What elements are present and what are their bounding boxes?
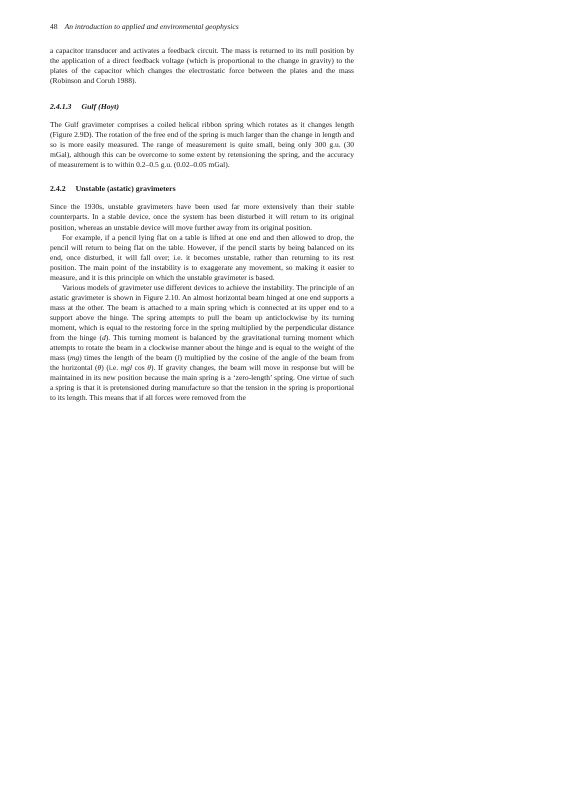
text-run: ) (i.e. [101,363,121,373]
variable-theta: θ [97,363,102,373]
section-heading-gulf [50,102,354,112]
section-heading-unstable [50,184,354,194]
section-number: 2.4.2 [50,184,66,194]
paragraph-gulf-gravimeter: The Gulf gravimeter comprises a coiled helical ribbon spring which rotates as it changes length (Figure 2.9D). The rotation of the free end of the spring is much larger than the change in length and so is more easily measured. The range of measurement is quite small, being only 300 g.u. (30 mGal), although this can be overcome to some extent by retensioning the spring, and the accuracy of measurement is to within 0.2–0.5 g.u. (0.02–0.05 mGal). [50,120,354,170]
section-title: Gulf (Hoyt) [81,102,119,112]
text-run: ). This turning moment is balanced by the gravitational turning moment which attempts to rotate the beam in a clockwise manner about the hinge and is equal to the weight of the mass ( [50,333,354,363]
page-number: 48 [50,22,58,31]
paragraph-astatic-principle [50,283,354,404]
paragraph-capacitor: a capacitor transducer and activates a feedback circuit. The mass is returned to its null position by the application of a direct feedback voltage (which is proportional to the change in gravity) to the plates of the capacitor which changes the electrostatic force between the plates and the mass (Robinson and Coruh 1988). [50,46,354,86]
text-run: ). If gravity changes, the beam will move in response but will be maintained in its new position because the main spring is a ‘zero-length’ spring. One virtue of such a spring is that it is pretensioned during manufacture so that the tension in the spring is proportional to its length. This means that if all forces were removed from the [50,363,354,403]
variable-mg: mg [70,353,80,363]
text-run: ) multiplied by the cosine of the angle of the beam from the horizontal ( [50,353,354,373]
section-number: 2.4.1.3 [50,102,72,112]
book-page [50,22,354,403]
variable-d: d [101,333,106,343]
running-head [50,22,354,32]
variable-l: l [177,353,180,363]
book-title: An introduction to applied and environmental geophysics [64,22,239,31]
text-run: cos [132,363,148,373]
section-title: Unstable (astatic) gravimeters [75,184,176,194]
variable-theta: θ [147,363,151,373]
paragraph-unstable-intro: Since the 1930s, unstable gravimeters have been used far more extensively than their stable counterparts. In a stable device, once the system has been disturbed it will return to its original position, whereas an unstable device will move further away from its original position. [50,202,354,232]
variable-mgl: mgl [120,363,133,373]
text-run: Various models of gravimeter use different devices to achieve the instability. The principle of an astatic gravimeter is shown in Figure 2.10. An almost horizontal beam hinged at one end supports a mass at the other. The beam is attached to a main spring which is connected at its upper end to a support above the hinge. The spring attempts to pull the beam up anticlockwise by its turning moment, which is equal to the restoring force in the spring multiplied by the perpendicular distance from the hinge ( [50,282,354,343]
text-run: ) times the length of the beam ( [79,353,178,363]
paragraph-pencil-example: For example, if a pencil lying flat on a table is lifted at one end and then allowed to drop, the pencil will return to being flat on the table. However, if the pencil starts by being balanced on its end, once disturbed, it will fall over; i.e. it becomes unstable, rather than returning to its rest position. The main point of the instability is to exaggerate any movement, so making it easier to measure, and it is this principle on which the unstable gravimeter is based. [50,232,354,282]
